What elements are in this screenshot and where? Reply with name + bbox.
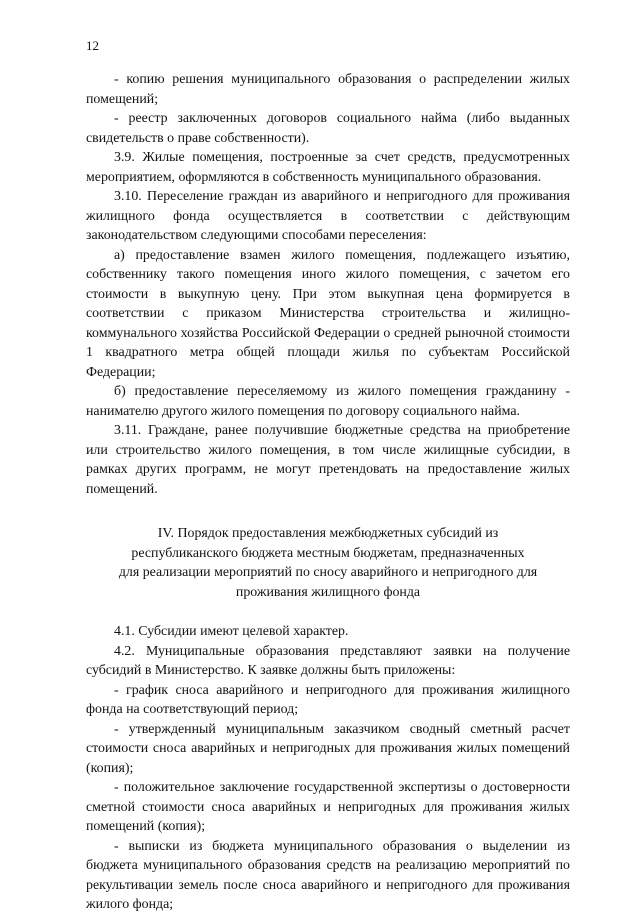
paragraph-3-11: 3.11. Граждане, ранее получившие бюджетные средства на приобретение или строительство жилого помещения, в том числе жилищные субсидии, в рамках других программ, не могут претендовать на предоставление жилых помещений. xyxy=(86,423,570,497)
paragraph-4-1: 4.1. Субсидии имеют целевой характер. xyxy=(114,624,349,639)
paragraph-3-9: 3.9. Жилые помещения, построенные за счет средств, предусмотренных мероприятием, оформляются в собственность муниципального образования. xyxy=(86,150,570,185)
section-heading-line: республиканского бюджета местным бюджетам, предназначенных xyxy=(131,545,525,561)
section-heading-line: проживания жилищного фонда xyxy=(235,584,421,600)
paragraph-social-contracts-registry: - реестр заключенных договоров социального найма (либо выданных свидетельств о праве собственности). xyxy=(86,111,570,146)
paragraph-3-10: 3.10. Переселение граждан из аварийного и непригодного для проживания жилищного фонда осуществляется в соответствии с действующим законодательством следующими способами переселения: xyxy=(86,189,570,243)
page-number: 12 xyxy=(86,38,99,53)
list-item-cost-estimate: - утвержденный муниципальным заказчиком сводный сметный расчет стоимости сноса аварийных и непригодных для проживания жилых помещений (копия); xyxy=(86,721,570,776)
paragraph-4-2: 4.2. Муниципальные образования представляют заявки на получение субсидий в Министерство. К заявке должны быть приложены: xyxy=(86,643,570,678)
section-heading-line: для реализации мероприятий по сносу аварийного и непригодного для xyxy=(118,565,538,580)
document-body xyxy=(86,70,570,915)
list-item-budget-extracts: - выписки из бюджета муниципального образования о выделении из бюджета муниципального образования средств на реализацию мероприятий по рекультивации земель после сноса аварийного и непригодного для проживания жилого фонда; xyxy=(86,838,570,912)
list-item-demolition-schedule: - график сноса аварийного и непригодного для проживания жилищного фонда на соответствующий период; xyxy=(86,682,570,717)
paragraph-3-10-b: б) предоставление переселяемому из жилого помещения гражданину - нанимателю другого жилого помещения по договору социального найма. xyxy=(86,384,570,419)
section-heading-line: IV. Порядок предоставления межбюджетных субсидий из xyxy=(157,526,499,541)
paragraph-3-10-a: а) предоставление взамен жилого помещения, подлежащего изъятию, собственнику такого помещения иного жилого помещения, с зачетом его стоимости в выкупную цену. При этом выкупная цена формируется в соответствии с приказом Министерства строительства и жилищно-коммунального хозяйства Российской Федерации о средней рыночной стоимости 1 квадратного метра общей площади жилья по субъектам Российской Федерации; xyxy=(86,247,570,380)
spacer xyxy=(86,602,570,622)
section-heading-iv xyxy=(86,524,570,602)
list-item-state-expertise: - положительное заключение государственной экспертизы о достоверности сметной стоимости сноса аварийных и непригодных для проживания жилых помещений (копия); xyxy=(86,780,570,834)
paragraph-municipal-decision-copy: - копию решения муниципального образования о распределении жилых помещений; xyxy=(86,72,570,107)
